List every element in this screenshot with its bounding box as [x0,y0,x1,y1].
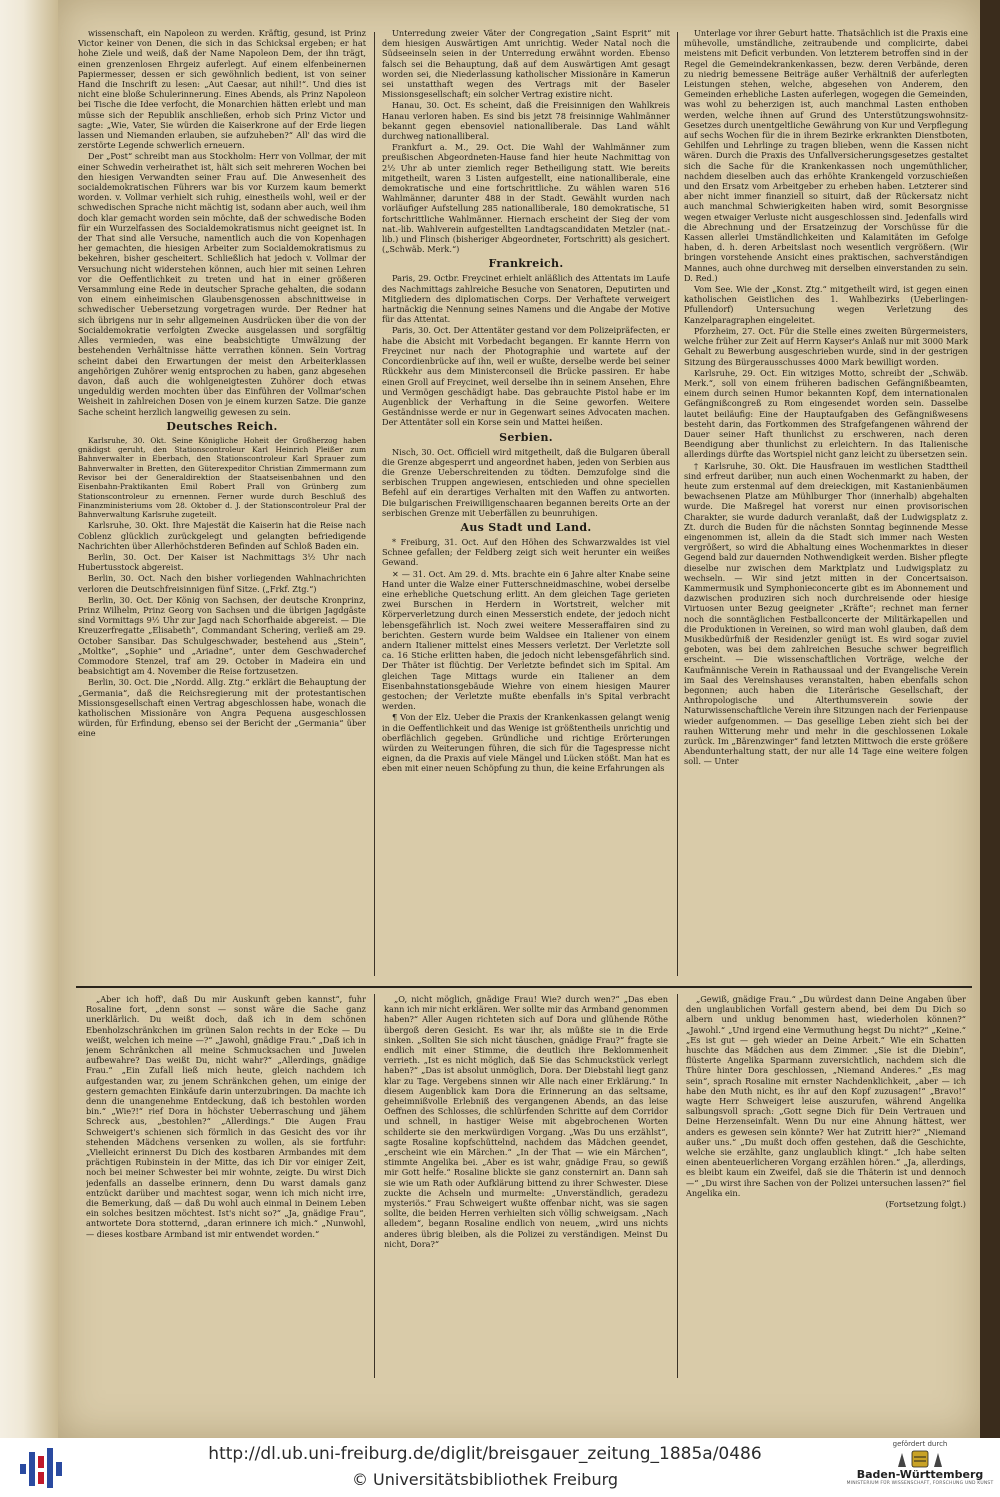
feuilleton-text-1: „Aber ich hoff', daß Du mir Auskunft geben kannst“, fuhr Rosaline fort, „denn sonst — sonst wäre die Sache ganz unerklärlich. Du weißt doch, daß ich in dem schönen Ebenholzschränkchen im grünen Salon rechts in der Ecke — Du weißt, welchen ich meine —?“ „Jawohl, gnädige Frau.“ „Daß ich in jenem Schränkchen all meine Schmucksachen und Juwelen aufbewahre? Das weißt Du, nicht wahr?“ „Allerdings, gnädige Frau.“ „Ein Zufall ließ mich heute, gleich nachdem ich aufgestanden war, zu jenem Schränkchen gehen, um einige der gestern gemachten Einkäufe darin unterzubringen. Da machte ich denn die unangenehme Entdeckung, daß ich bestohlen worden bin.“ „Wie?!“ rief Dora in höchster Ueberraschung und jähem Schreck aus, „bestohlen?“ „Allerdings.“ Die Augen Frau Schweigert's schienen sich förmlich in das Gesicht des vor ihr stehenden Mädchens versenken zu wollen, als sie fortfuhr: „Vielleicht erinnerst Du Dich des kostbaren Armbandes mit dem prächtigen Rubinstein in der Mitte, das ich Dir vor einiger Zeit, noch bei meiner Schwester bei mir wohnte, zeigte. Du wirst Dich jedenfalls an dasselbe erinnern, denn Du warst damals ganz entzückt darüber und machtest sogar, wenn ich mich nicht irre, die Bemerkung, daß — daß Du wohl auch einmal in Deinem Leben ein solches besitzen möchtest. Ist's nicht so?“ „Ja, gnädige Frau“, antwortete Dora stotternd, „daran erinnere ich mich.“ „Nunwohl, — dieses kostbare Armband ist mir entwendet worden.“ [86,994,366,1239]
baden-wuerttemberg-crest-icon [892,1449,948,1469]
article-freiburg-unfaelle: ✕ — 31. Oct. Am 29. d. Mts. brachte ein 6 Jahre alter Knabe seine Hand unter die Walze einer Futterschneidmaschine, wobei derselbe eine erhebliche Quetschung erlitt. An dem gleichen Tage gerieten zwei Burschen in Herdern in Wortstreit, welcher mit Körperverletzung durch einen Messerstich endete, der jedoch nicht lebensgefährlich ist. Noch zwei weitere Messeraffairen sind zu berichten. Gestern wurde beim Waldsee ein Italiener von einem andern Italiener mittelst eines Messers verletzt. Der Verletzte soll ca. 16 Stiche erlitten haben, die jedoch nicht lebensgefährlich sind. Der Thäter ist flüchtig. Der Verletzte befindet sich im Spital. Am gleichen Tage Mittags wurde ein Italiener an dem Eisenbahnstationsgebäude Wiehre von einem hiesigen Maurer gestochen; der Verletzte mußte ebenfalls in's Spital verbracht werden. [382,568,670,712]
article-karlsruhe-appointments: Karlsruhe, 30. Okt. Seine Königliche Hoheit der Großherzog haben gnädigst geruht, den Stationscontroleur Karl Heinrich Pleißer zum Bahnverwalter in Eberbach, den Stationscontroleur Karl Sprauer zum Bahnverwalter in Bretten, den Güterexpeditor Christian Zimmermann zum Revisor bei der Generaldirektion der Staatseisenbahnen und den Eisenbahn-Praktikanten Emil Robert Prall von Grünberg zum Stationscontroleur zu ernennen. Ferner wurde durch Beschluß des Finanzministeriums vom 28. Oktober d. J. der Stationscontroleur Pral der Bahnverwaltung Karlsruhe zugeteilt. [78,435,366,520]
feuilleton-text-3: „Gewiß, gnädige Frau.“ „Du würdest dann Deine Angaben über den unglaublichen Vorfall gestern abend, bei dem Du Dich so albern und unklug benommen hast, wiederholen können?“ „Jawohl.“ „Und irgend eine Vermuthung hegst Du nicht?“ „Keine.“ „Es ist gut — geh wieder an Deine Arbeit.“ Wie ein Schatten huschte das Mädchen aus dem Zimmer. „Sie ist die Diebin“, flüsterte Angelika Sparmann zuversichtlich, nachdem sich die Thüre hinter Dora geschlossen, „Niemand Anderes.“ „Es mag sein“, sprach Rosaline mit ernster Nachdenklichkeit, „aber — ich habe den Muth nicht, es ihr auf den Kopf zuzusagen!“ „Bravo!“ wagte Herr Schweigert leise auszurufen, während Angelika salbungsvoll sprach: „Gott segne Dich für Dein Vertrauen und Deine Herzenseinfalt. Wenn Du nur eine Ahnung hättest, wer anders es gewesen sein könnte? Wer hat Zutritt hier?“ „Niemand außer uns.“ „Du mußt doch offen gestehen, daß die Geschichte, welche sie erzählte, ganz unglaublich klingt.“ „Ich habe selten einen abenteuerlicheren Vorgang erzählen hören.“ „Ja, allerdings, es bleibt kaum ein Zweifel, daß sie die Thäterin ist und dennoch —“ „Du wirst ihre Sachen von der Polizei untersuchen lassen?“ fiel Angelika ein. [686,994,966,1198]
article-hanau: Hanau, 30. Oct. Es scheint, daß die Freisinnigen den Wahlkreis Hanau verloren haben. Es sind bis jetzt 78 freisinnige Wahlmänner bekannt gegen ebensoviel nationalliberale. Das Land wählt durchweg nationalliberal. [382,100,670,142]
article-berlin-kaiser: Berlin, 30. Oct. Der Kaiser ist Nachmittags 3½ Uhr nach Hubertusstock abgereist. [78,552,366,573]
column-divider-2 [677,32,678,976]
article-berlin-jagd: Berlin, 30. Oct. Der König von Sachsen, der deutsche Kronprinz, Prinz Wilhelm, Prinz Georg von Sachsen und die übrigen Jagdgäste sind Vormittags 9½ Uhr zur Jagd nach Schorfhaide abgereist. — Die Kreuzerfregatte „Elisabeth“, Commandant Schering, verließ am 29. October Sansibar. Das Schulgeschwader, bestehend aus „Stein“, „Moltke“, „Sophie“ und „Ariadne“, unter dem Geschwaderchef Commodore Stenzel, traf am 29. October in Madeira ein und beabsichtigt am 4. November die Reise fortzusetzen. [78,594,366,677]
section-heading-deutsches-reich: Deutsches Reich. [166,419,278,433]
scan-background [980,0,1000,1438]
article-karlsruhe-kaiserin: Karlsruhe, 30. Okt. Ihre Majestät die Kaiserin hat die Reise nach Coblenz glücklich zurückgelegt und gelangten befriedigende Nachrichten über Allerhöchstderen Befinden auf Schloß Baden ein. [78,520,366,551]
article-von-der-elz: ¶ Von der Elz. Ueber die Praxis der Krankenkassen gelangt wenig in die Oeffentlichkeit und das Wenige ist größtentheils unrichtig und oberflächlich gegeben. Gründliche und richtige Erörterungen würden zu Weiterungen führen, die sich für die Tagespresse nicht eignen, da die Praxis auf viele Mängel und Lücken stößt. Man hat es eben mit einer neuen Schöpfung zu thun, die keine Erfahrungen als [382,712,670,774]
article-pforzheim: Pforzheim, 27. Oct. Für die Stelle eines zweiten Bürgermeisters, welche früher zur Zeit auf Herrn Kayser's Anlaß nur mit 3000 Mark Gehalt zu Bewerbung ausgeschrieben wurde, sind in der gestrigen Sitzung des Bürgerausschusses 4000 Mark bewilligt worden. [684,325,968,367]
section-heading-aus-stadt-und-land: Aus Stadt und Land. [460,520,592,534]
feuilleton-column-3 [686,994,966,1380]
article-congregation: Unterredung zweier Väter der Congregation „Saint Esprit“ mit dem hiesigen Auswärtigen Amt unrichtig. Weder Natal noch die Südseeinseln seien in der Unterredung erwähnt worden. Ebenso falsch sei die Behauptung, daß auf dem Auswärtigen Amt gesagt worden sei, die Niederlassung katholischer Missionäre in Kamerun sei unstatthaft wegen des Vertrags mit der Baseler Missionsgesellschaft; ein solcher Vertrag existire nicht. [382,28,670,100]
article-berlin-mission: Berlin, 30. Oct. Die „Nordd. Allg. Ztg.“ erklärt die Behauptung der „Germania“, daß die Reichsregierung mit der protestantischen Missionsgesellschaft einen Vertrag abgeschlossen habe, wonach die katholischen Missionäre von Angra Pequena ausgeschlossen würden, für Erfindung, ebenso sei der Bericht der „Germania“ über eine [78,677,366,739]
column-1 [78,28,366,980]
article-vollmar: Der „Post“ schreibt man aus Stockholm: Herr von Vollmar, der mit einer Schwedin verheirathet ist, hält sich seit mehreren Wochen bei den hiesigen Verwandten seiner Frau auf. Die Anwesenheit des socialdemokratischen Führers war bis vor Kurzem kaum bemerkt worden. v. Vollmar verhielt sich ruhig, einestheils wohl, weil er der schwedischen Sprache nicht mächtig ist, sodann aber auch, weil ihm doch klar gemacht worden sein möchte, daß der schwedische Boden für ein Wurzelfassen des Socialdemokratismus nicht geeignet ist. In der That sind alle Versuche, namentlich auch die von Kopenhagen her gemachten, die hiesigen Arbeiter zum Socialdemokratismus zu bekehren, bisher gescheitert. Schließlich hat jedoch v. Vollmar der Versuchung nicht widerstehen können, auch hier mit seinen Lehren vor die Oeffentlichkeit zu treten und hat in einer größeren Versammlung eine Rede in deutscher Sprache gehalten, die sodann von einem einheimischen Glaubensgenossen abschnittweise in schwedischer Uebersetzung vorgetragen wurde. Der Redner hat sich übrigens nur in sehr allgemeinen Ausdrücken über die von der Socialdemokratie verfolgten Zwecke ausgelassen und sorgfältig Alles vermieden, was eine beabsichtigte Umwälzung der bestehenden Verhältnisse hätte verrathen können. Sein Vortrag scheint dabei den Erwartungen der meist den Arbeiterklassen angehörigen Zuhörer wenig entsprochen zu haben, ganz abgesehen davon, daß auch die wohlgeneigtesten Zuhörer doch etwas ungeduldig werden mochten über das Einführen der Vollmar'schen Weisheit in zahlreichen Dosen von je einem kurzen Satze. Die ganze Sache scheint herzlich langweilig gewesen zu sein. [78,151,366,417]
ub-freiburg-logo-icon [20,1446,64,1490]
document-url-link[interactable]: http://dl.ub.uni-freiburg.de/diglit/breisgauer_zeitung_1885a/0486 [208,1444,762,1464]
article-berlin-wahlen: Berlin, 30. Oct. Nach den bisher vorliegenden Wahlnachrichten verloren die Deutschfreisinnigen fünf Sitze. („Frkf. Ztg.“) [78,573,366,594]
feuilleton-divider-2 [677,994,678,1378]
feuilleton-separator [76,986,972,988]
copyright-notice: © Universitätsbibliothek Freiburg [351,1470,619,1489]
article-vom-see: Vom See. Wie der „Konst. Ztg.“ mitgetheilt wird, ist gegen einen katholischen Geistlichen des 1. Wahlbezirks (Ueberlingen-Pfullendorf) Untersuchung wegen Verletzung des Kanzelparagraphen eingeleitet. [684,284,968,325]
feuilleton-column-2 [384,994,668,1380]
column-2 [382,28,670,980]
sponsor-state-name: Baden-Württemberg [856,1468,984,1481]
article-karlsruhe-motto: Karlsruhe, 29. Oct. Ein witziges Motto, schreibt der „Schwäb. Merk.“, soll von einem früheren badischen Gefängnißbeamten, einem durch seinen Humor bekannten Kopf, dem internationalen Gefängnißcongreß zu Rom eingesendet worden sein. Dasselbe lautet beiläufig: Eine der Hauptaufgaben des Gefängnißwesens besteht darin, das Fortkommen des Strafgefangenen während der Dauer seiner Haft thunlichst zu erschweren, nach deren Beendigung aber thunlichst zu erleichtern. In das Italienische allerdings dürfte das Wortspiel nicht ganz leicht zu übersetzen sein. [684,367,968,460]
newspaper-page[interactable] [58,0,980,1438]
section-heading-frankreich: Frankreich. [488,257,564,271]
article-paris-2: Paris, 30. Oct. Der Attentäter gestand vor dem Polizeipräfecten, er habe die Absicht mit Vorbedacht begangen. Er kannte Herrn von Freycinet nur nach der Photographie und wartete auf der Concordienbrücke auf ihn, weil er wußte, derselbe werde bei seiner Rückkehr aus dem Ministerconseil die Brücke passiren. Er habe einen Groll auf Freycinet, weil derselbe ihn in seinem Ansehen, Ehre und Vermögen geschädigt habe. Das gebrauchte Pistol habe er im Augenblick der Verhaftung in die Seine geworfen. Weitere Geständnisse werde er nur in Gegenwart seines Advocaten machen. Der Attentäter soll ein Korse sein und Mattei heißen. [382,325,670,428]
feuilleton-column-1 [86,994,366,1380]
article-nisch: Nisch, 30. Oct. Officiell wird mitgetheilt, daß die Bulgaren überall die Grenze abgesperrt und angeordnet haben, jeden von Serbien aus die Grenze Ueberschreitenden zu tödten. Demzufolge sind die serbischen Truppen angewiesen, entschieden und ohne speciellen Befehl auf ein derartiges Verhalten mit den Waffen zu antworten. Die bulgarischen Freiwilligenschaaren begannen bereits Orte an der serbischen Grenze mit Ueberfällen zu beunruhigen. [382,446,670,518]
article-paris-1: Paris, 29. Octbr. Freycinet erhielt anläßlich des Attentats im Laufe des Nachmittags zahlreiche Besuche von Senatoren, Deputirten und Mitgliedern des diplomatischen Corps. Der Verhaftete verweigert hartnäckig die Nennung seines Namens und die Angabe der Motive für das Attentat. [382,273,670,325]
sponsor-block [840,1440,1000,1497]
article-frankfurt: Frankfurt a. M., 29. Oct. Die Wahl der Wahlmänner zum preußischen Abgeordneten-Hause fand hier heute Nachmittag von 2½ Uhr ab unter ziemlich reger Betheiligung statt. Wie bereits mitgetheilt, waren 3 Listen aufgestellt, eine nationalliberale, eine demokratische und eine fortschrittliche. Zu wählen waren 516 Wahlmänner, darunter 488 in der Stadt. Gewählt wurden nach vorläufiger Aufstellung 285 nationalliberale, 180 demokratische, 51 fortschrittliche Wahlmänner. Hiernach erscheint der Sieg der vom nat.-lib. Wahlverein aufgestellten Landtagscandidaten Metzler (nat.-lib.) und Flinsch (bisheriger Abgeordneter, Fortschritt) als gesichert. („Schwäb. Merk.“) [382,142,670,255]
article-karlsruhe-wochenmarkt: † Karlsruhe, 30. Okt. Die Hausfrauen im westlichen Stadttheil sind erfreut darüber, nun auch einen Wochenmarkt zu haben, der heute zum erstenmal auf dem dreieckigen, mit Kastanienbäumen bewachsenen Platze am Mühlburger Thor (innerhalb) abgehalten wurde. Die Maßregel hat vorerst nur einen provisorischen Charakter, sie wurde dadurch veranlaßt, daß der Ludwigsplatz z. Zt. durch die Buden für die nächsten Sonntag beginnende Messe eingenommen ist, allein da die Stadt sich immer nach Westen vergrößert, so wird die Abhaltung eines Wochenmarktes in dieser Gegend bald zur dauernden Nothwendigkeit werden. Bisher pflegte dieselbe nur zwischen dem Marktplatz und Ludwigsplatz zu wechseln. — Wir sind jetzt mitten in der Concertsaison. Kammermusik und Symphonieconcerte gibt es im Abonnement und dazwischen produziren sich noch durchreisende oder hiesige Virtuosen unter Bezug geeigneter „Kräfte“; rechnet man ferner noch die sonntäglichen Festballconcerte der Militärkapellen und die Produktionen in Vereinen, so wird man wohl glauben, daß dem Musikbedürfniß der Residenzler genügt ist. Es wird sogar zuviel geboten, was bei dem zahlreichen Besuche schwer begreiflich erscheint. — Die wissenschaftlichen Vorträge, welche der Kaufmännische Verein in Rathaussaal und der Evangelische Verein im Saal des Vereinshauses veranstalten, haben ebenfalls schon begonnen; auch haben die Literärische Gesellschaft, der Anthropologische und Alterthumsverein sowie der Naturwissenschaftliche Verein ihre Sitzungen nach der Ferienpause wieder aufgenommen. — Das gesellige Leben zieht sich bei der rauhen Witterung mehr und mehr in die geschlossenen Lokale zurück. Im „Bärenzwinger“ fand letzten Mittwoch die erste größere Abendunterhaltung statt, der nur alle 14 Tage eine weitere folgen soll. — Unter [684,460,968,767]
sponsor-label: gefördert durch [892,1440,948,1448]
article-napoleon: wissenschaft, ein Napoleon zu werden. Kräftig, gesund, ist Prinz Victor keiner von Denen, die sich in das Schicksal ergeben; er hat hohe Ziele und weiß, daß der Name Napoleon Dem, der ihn trägt, einen grenzenlosen Ehrgeiz auferlegt. Auf einem elfenbeinernen Papiermesser, dessen er sich gewöhnlich bedient, ist von seiner Hand die Inschrift zu lesen: „Aut Caesar, aut nihil!“. Und dies ist nicht eine bloße Schulerinnerung. Eines Abends, als Prinz Napoleon bei Tische die Idee verfocht, die Monarchien hätten erlebt und man müsse sich der Republik anschließen, erhob sich Prinz Victor und sagte: „Wie, Vater, Sie würden die Kaiserkrone auf der Erde liegen lassen und Niemanden erlauben, sie aufzuheben?“ All' das wird die zerstörte Legende schwerlich erneuern. [78,28,366,151]
column-3 [684,28,968,980]
feuilleton-text-2: „O, nicht möglich, gnädige Frau! Wie? durch wen?“ „Das eben kann ich mir nicht erklären. Wer sollte mir das Armband genommen haben?“ Aller Augen richteten sich auf Dora und glühende Röthe übergoß deren Gesicht. Es war ihr, als müßte sie in die Erde sinken. „Sollten Sie sich nicht täuschen, gnädige Frau?“ fragte sie endlich mit einer Stimme, die deutlich ihre Beklommenheit verrieth. „Ist es nicht möglich, daß Sie das Schmuckstück verlegt haben?“ „Das ist absolut unmöglich, Dora. Der Diebstahl liegt ganz klar zu Tage. Vergebens sinnen wir Alle nach einer Erklärung.“ In diesem Augenblick kam Dora die Erinnerung an das seltsame, geheimnißvolle Erlebniß des vergangenen Abends, an das leise Oeffnen des Schlosses, die schlürfenden Schritte auf dem Corridor und schnell, in hastiger Weise mit abgebrochenen Worten schilderte sie den merkwürdigen Vorgang. „Was Du uns erzählst“, sagte Rosaline kopfschüttelnd, nachdem das Mädchen geendet, „erscheint wie ein Märchen.“ „In der That — wie ein Märchen“, stimmte Angelika bei. „Aber es ist wahr, gnädige Frau, so gewiß mir Gott helfe.“ Rosaline blickte sie ganz consternirt an. Dann sah sie wie um Rath oder Aufklärung bittend zu ihrer Schwester. Diese zuckte die Achseln und murmelte: „Unverständlich, geradezu mysteriös.“ Frau Schweigert wußte offenbar nicht, was sie sagen sollte, die beiden Herren verhielten sich völlig schweigsam. „Nach alledem“, begann Rosaline endlich von neuem, „wird uns nichts anderes übrig bleiben, als die Polizei zu verständigen. Meinst Du nicht, Dora?“ [384,994,668,1249]
sponsor-ministry: MINISTERIUM FÜR WISSENSCHAFT, FORSCHUNG UND KUNST [846,1481,994,1486]
article-krankenkassen: Unterlage vor ihrer Geburt hatte. Thatsächlich ist die Praxis eine mühevolle, umständliche, zeitraubende und complicirte, dabei meistens mit Deficit verbunden. Von letzterem betroffen sind in der Regel die Gemeindekrankenkassen, bezw. deren Verbände, deren zu niedrig bemessene Beiträge außer Verhältniß der auferlegten Leistungen stehen, welche, abgesehen von Anderem, den Gemeinden erhebliche Lasten auferlegen, wogegen die Gemeinden, was wohl zu beherzigen ist, auch manchmal Lasten enthoben werden, welche ihnen auf Grund des Unterstützungswohnsitz-Gesetzes durch unentgeltliche Gewährung von Kur und Verpflegung auf sechs Wochen für die in ihrem Bezirke erkrankten Dienstboten, Gehilfen und Lehrlinge zu tragen blieben, wenn die Kassen nicht wären. Durch die Praxis des Unfallversicherungsgesetzes gestaltet sich die Sache für die Krankenkassen noch ungemüthlicher, nachdem dieselben auch das erhöhte Krankengeld vorzuschießen und den Ersatz vom Arbeitgeber zu erheben haben. Letzterer sind aber nicht immer finanziell so situirt, daß der Rückersatz nicht auch manchmal Schwierigkeiten haben wird, somit Besorgnisse wegen etwaiger Verluste nicht ausgeschlossen sind. Jedenfalls wird die Abrechnung und der Ersatzeinzug der Vorschüsse für die Kassen allerlei Umständlichkeiten und Kalamitäten im Gefolge haben, d. h. deren Arbeitslast noch wesentlich vergrößern. (Wir bringen vorstehende Ansicht eines praktischen, sachverständigen Mannes, auch ohne durchweg mit derselben einverstanden zu sein. D. Red.) [684,28,968,283]
section-heading-serbien: Serbien. [499,430,553,444]
feuilleton-divider-1 [374,994,375,1378]
article-freiburg-schnee: * Freiburg, 31. Oct. Auf den Höhen des Schwarzwaldes ist viel Schnee gefallen; der Feldberg zeigt sich weit herunter ein weißes Gewand. [382,536,670,568]
page-binding-edge [0,0,58,1438]
continuation-note: (Fortsetzung folgt.) [885,1199,966,1210]
column-divider-1 [374,32,375,976]
